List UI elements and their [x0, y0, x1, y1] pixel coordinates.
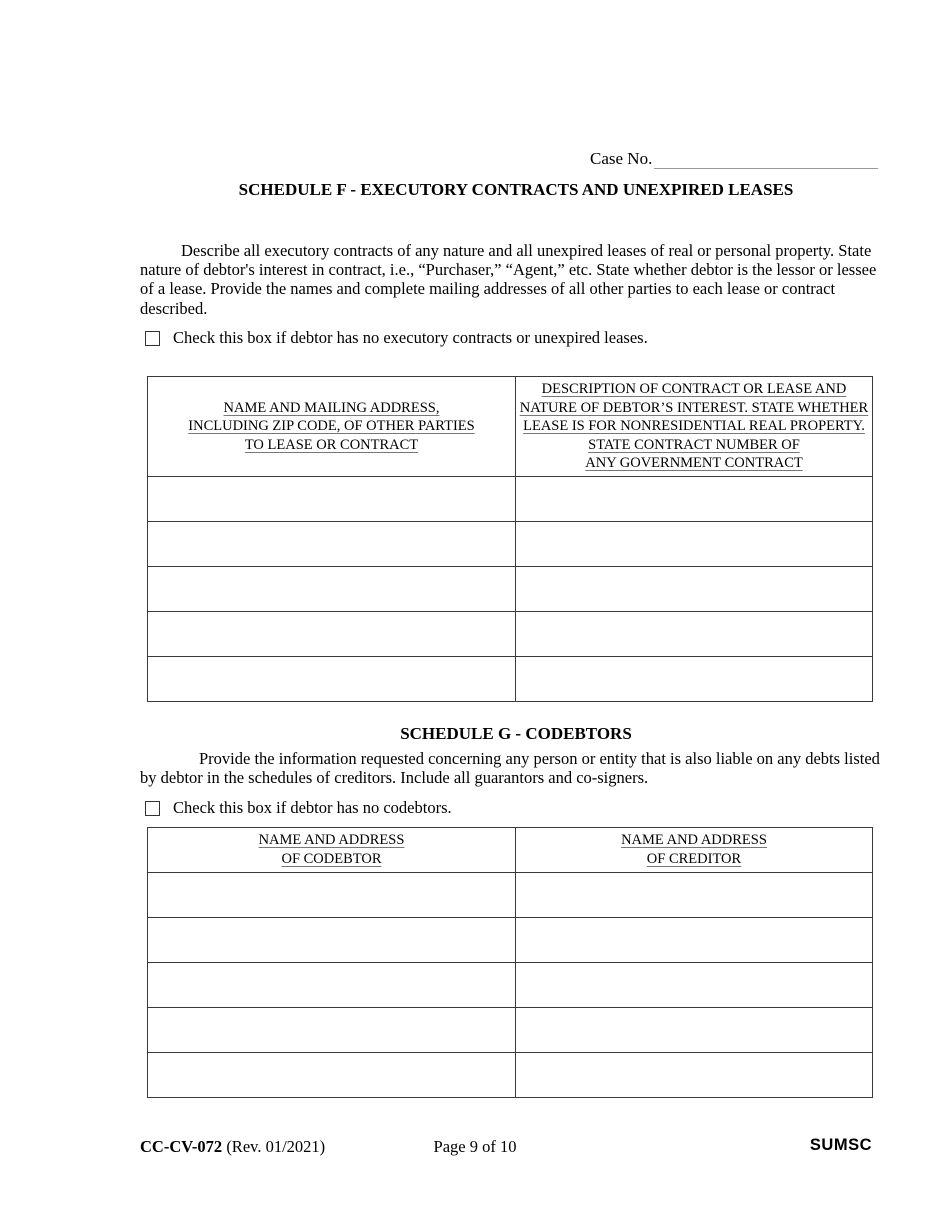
schedule-g-checkbox-row	[145, 798, 452, 818]
schedule-f-col1-header	[148, 377, 516, 477]
table-cell	[148, 1008, 516, 1053]
table-row	[148, 1008, 873, 1053]
table-row	[148, 1053, 873, 1098]
table-cell	[148, 1053, 516, 1098]
table-cell	[516, 918, 873, 963]
table-cell	[516, 612, 873, 657]
schedule-f-col1-header-line2: INCLUDING ZIP CODE, OF OTHER PARTIES	[188, 418, 475, 435]
schedule-g-table	[147, 827, 873, 1098]
table-cell	[148, 477, 516, 522]
table-cell	[148, 963, 516, 1008]
schedule-f-col2-header-line2: NATURE OF DEBTOR’S INTEREST. STATE WHETHER	[519, 399, 869, 416]
schedule-g-col1-header-line1: NAME AND ADDRESS	[258, 832, 405, 849]
schedule-g-col2-header	[516, 828, 873, 873]
table-cell	[516, 657, 873, 702]
table-row	[148, 963, 873, 1008]
schedule-g-col1-header	[148, 828, 516, 873]
form-code: SUMSC	[809, 1136, 872, 1154]
form-revision: (Rev. 01/2021)	[222, 1137, 326, 1156]
no-executory-contracts-checkbox-label: Check this box if debtor has no executory contracts or unexpired leases.	[173, 328, 648, 347]
table-row	[148, 477, 873, 522]
table-row	[148, 657, 873, 702]
page-indicator: Page 9 of 10	[433, 1137, 517, 1156]
no-executory-contracts-checkbox[interactable]	[145, 331, 160, 346]
table-cell	[148, 873, 516, 918]
table-row	[148, 918, 873, 963]
table-cell	[148, 522, 516, 567]
table-row	[148, 567, 873, 612]
table-cell	[148, 612, 516, 657]
schedule-f-col1-header-line3: TO LEASE OR CONTRACT	[244, 436, 419, 453]
schedule-f-col2-header-line1: DESCRIPTION OF CONTRACT OR LEASE AND	[541, 381, 847, 398]
schedule-f-title: SCHEDULE F - EXECUTORY CONTRACTS AND UNEXPIRED LEASES	[238, 180, 794, 199]
table-cell	[148, 918, 516, 963]
schedule-g-col2-header-line1: NAME AND ADDRESS	[621, 832, 767, 849]
table-cell	[148, 567, 516, 612]
schedule-f-table-header-row	[148, 377, 873, 477]
schedule-g-col2-header-line2: OF CREDITOR	[646, 851, 742, 867]
table-cell	[516, 963, 873, 1008]
case-number-blank-line	[654, 149, 878, 169]
no-codebtors-checkbox-label: Check this box if debtor has no codebtors.	[173, 798, 452, 817]
schedule-f-table	[147, 376, 873, 702]
schedule-g-table-header-row	[148, 828, 873, 873]
schedule-g-col1-header-line2: OF CODEBTOR	[281, 851, 382, 867]
schedule-f-checkbox-row	[145, 328, 648, 348]
schedule-f-col2-header-line4: STATE CONTRACT NUMBER OF	[588, 436, 800, 453]
table-cell	[516, 522, 873, 567]
schedule-f-col2-header-line5: ANY GOVERNMENT CONTRACT	[585, 455, 803, 472]
table-cell	[148, 657, 516, 702]
schedule-g-title: SCHEDULE G - CODEBTORS	[400, 724, 632, 743]
table-row	[148, 522, 873, 567]
schedule-f-col1-header-line1: NAME AND MAILING ADDRESS,	[223, 399, 440, 416]
case-number-row	[590, 147, 878, 169]
case-number-label: Case No.	[590, 149, 653, 168]
table-cell	[516, 477, 873, 522]
form-number: CC-CV-072	[140, 1137, 223, 1156]
table-cell	[516, 1008, 873, 1053]
table-row	[148, 873, 873, 918]
no-codebtors-checkbox[interactable]	[145, 801, 160, 816]
schedule-f-col2-header-line3: LEASE IS FOR NONRESIDENTIAL REAL PROPERTY.	[523, 418, 865, 435]
schedule-f-instructions: Describe all executory contracts of any nature and all unexpired leases of real or personal property. State nature of debtor's interest in contract, i.e., “Purchaser,” “Agent,” etc. State whether debtor is the lessor or lessee of a lease. Provide the names and complete mailing addresses of all other parties to each lease or contract described.	[140, 241, 877, 318]
table-cell	[516, 1053, 873, 1098]
schedule-g-instructions: Provide the information requested concerning any person or entity that is also liable on any debts listed by debtor in the schedules of creditors. Include all guarantors and co-signers.	[140, 749, 880, 788]
table-cell	[516, 567, 873, 612]
table-row	[148, 612, 873, 657]
schedule-f-col2-header	[516, 377, 873, 477]
table-cell	[516, 873, 873, 918]
